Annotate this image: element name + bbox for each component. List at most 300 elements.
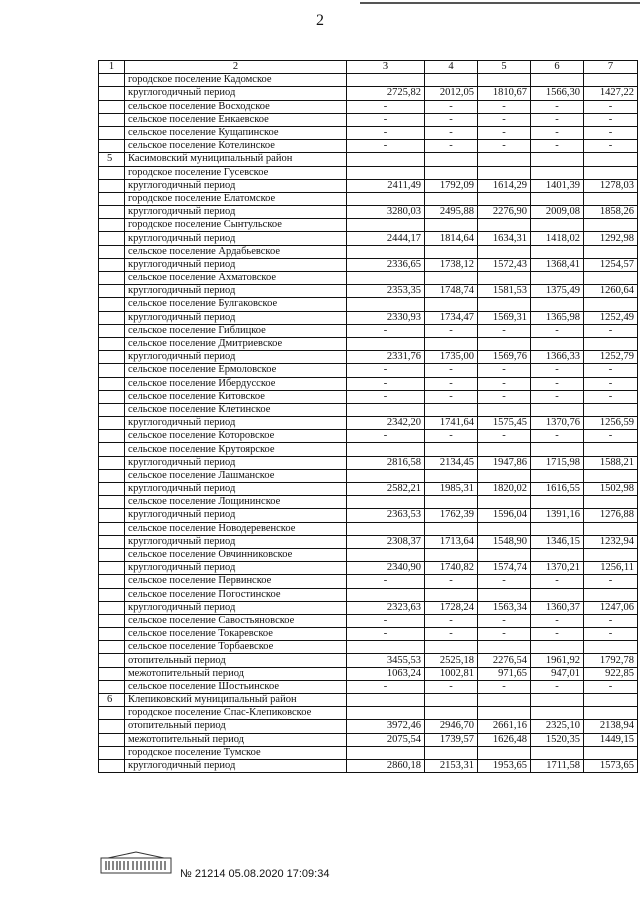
value-cell [584,153,638,166]
table-row [99,324,638,337]
value-cell: 1449,15 [584,733,638,746]
value-cell: 2331,76 [347,351,425,364]
value-cell: - [478,377,531,390]
value-cell: - [584,430,638,443]
row-name-cell: круглогодичный период [125,509,347,522]
row-name-cell: сельское поселение Ахматовское [125,272,347,285]
value-cell: - [478,100,531,113]
value-cell: 1581,53 [478,285,531,298]
value-cell [347,694,425,707]
value-cell [478,641,531,654]
value-cell: - [425,628,478,641]
value-cell [531,694,584,707]
value-cell: 1368,41 [531,258,584,271]
value-cell: 1256,59 [584,417,638,430]
value-cell: 1810,67 [478,87,531,100]
row-number-cell [99,759,125,772]
value-cell [531,641,584,654]
value-cell: - [425,575,478,588]
row-name-cell: городское поселение Елатомское [125,192,347,205]
value-cell: 1260,64 [584,285,638,298]
value-cell: - [347,680,425,693]
value-cell [584,588,638,601]
table-row [99,720,638,733]
value-cell [478,219,531,232]
value-cell: 2444,17 [347,232,425,245]
row-number-cell [99,179,125,192]
value-cell [425,588,478,601]
value-cell: - [531,364,584,377]
value-cell [584,548,638,561]
row-number-cell [99,298,125,311]
value-cell: 1858,26 [584,206,638,219]
table-row [99,298,638,311]
value-cell: 2582,21 [347,483,425,496]
value-cell [531,166,584,179]
row-name-cell: круглогодичный период [125,456,347,469]
row-name-cell: круглогодичный период [125,759,347,772]
row-number-cell [99,206,125,219]
value-cell: 1715,98 [531,456,584,469]
table-row [99,654,638,667]
header-cell: 2 [125,61,347,74]
value-cell: 2342,20 [347,417,425,430]
value-cell: 1232,94 [584,535,638,548]
value-cell: 1520,35 [531,733,584,746]
value-cell: 2946,70 [425,720,478,733]
value-cell: 971,65 [478,667,531,680]
value-cell [347,443,425,456]
value-cell [478,548,531,561]
row-number-cell [99,707,125,720]
value-cell: 1370,21 [531,562,584,575]
value-cell [347,496,425,509]
value-cell [425,272,478,285]
value-cell: - [478,575,531,588]
table-row [99,337,638,350]
value-cell: - [425,430,478,443]
value-cell: 1740,82 [425,562,478,575]
row-number-cell [99,535,125,548]
row-name-cell: сельское поселение Котелинское [125,140,347,153]
value-cell: 1711,58 [531,759,584,772]
value-cell [347,298,425,311]
value-cell [478,469,531,482]
table-row [99,179,638,192]
value-cell: 1569,31 [478,311,531,324]
table-row [99,522,638,535]
value-cell [531,298,584,311]
value-cell: - [425,614,478,627]
row-name-cell: сельское поселение Кущапинское [125,126,347,139]
value-cell: - [347,100,425,113]
value-cell [478,74,531,87]
value-cell: 2661,16 [478,720,531,733]
value-cell: 1953,65 [478,759,531,772]
row-number-cell [99,245,125,258]
row-name-cell: сельское поселение Лашманское [125,469,347,482]
value-cell: 1626,48 [478,733,531,746]
table-row [99,285,638,298]
value-cell: - [531,680,584,693]
row-number-cell [99,496,125,509]
value-cell: 1734,47 [425,311,478,324]
value-cell: 1762,39 [425,509,478,522]
row-name-cell: сельское поселение Которовское [125,430,347,443]
value-cell: 1572,43 [478,258,531,271]
row-number-cell [99,483,125,496]
value-cell [584,694,638,707]
row-number-cell [99,654,125,667]
table-row [99,483,638,496]
row-number-cell [99,87,125,100]
value-cell: - [584,628,638,641]
value-cell [531,219,584,232]
value-cell [478,403,531,416]
table-row [99,694,638,707]
value-cell: 2353,35 [347,285,425,298]
table-row [99,746,638,759]
value-cell: 1365,98 [531,311,584,324]
value-cell: 1370,76 [531,417,584,430]
value-cell [584,74,638,87]
row-name-cell: сельское поселение Овчинниковское [125,548,347,561]
value-cell [584,469,638,482]
value-cell [425,74,478,87]
value-cell: - [584,575,638,588]
value-cell: - [478,390,531,403]
value-cell [347,337,425,350]
value-cell: 2323,63 [347,601,425,614]
row-number-cell [99,403,125,416]
value-cell: - [531,390,584,403]
table-row [99,364,638,377]
value-cell: 1375,49 [531,285,584,298]
value-cell [584,166,638,179]
row-number-cell [99,74,125,87]
header-cell: 1 [99,61,125,74]
value-cell: 2325,10 [531,720,584,733]
row-number-cell [99,548,125,561]
row-number-cell [99,443,125,456]
row-name-cell: круглогодичный период [125,232,347,245]
value-cell: 1502,98 [584,483,638,496]
value-cell: - [347,628,425,641]
value-cell: 1276,88 [584,509,638,522]
value-cell: - [584,113,638,126]
table-row [99,733,638,746]
value-cell [478,166,531,179]
value-cell [425,166,478,179]
value-cell: - [478,628,531,641]
table-row [99,509,638,522]
header-cell: 6 [531,61,584,74]
value-cell [478,588,531,601]
row-number-cell [99,166,125,179]
value-cell [478,298,531,311]
table-row [99,601,638,614]
row-number-cell [99,588,125,601]
value-cell [531,153,584,166]
row-number-cell [99,562,125,575]
value-cell: - [584,364,638,377]
table-row [99,377,638,390]
value-cell [478,707,531,720]
value-cell: 1563,34 [478,601,531,614]
value-cell: 1278,03 [584,179,638,192]
value-cell [347,403,425,416]
row-name-cell: сельское поселение Енкаевское [125,113,347,126]
value-cell [584,641,638,654]
row-name-cell: круглогодичный период [125,285,347,298]
table-row [99,311,638,324]
value-cell: 2495,88 [425,206,478,219]
value-cell [478,522,531,535]
value-cell: 1735,00 [425,351,478,364]
value-cell: - [584,140,638,153]
value-cell [478,272,531,285]
value-cell [478,245,531,258]
row-name-cell: сельское поселение Восходское [125,100,347,113]
value-cell: 2138,94 [584,720,638,733]
value-cell: - [425,377,478,390]
row-number-cell [99,430,125,443]
value-cell: - [425,390,478,403]
row-name-cell: круглогодичный период [125,417,347,430]
table-row [99,245,638,258]
value-cell [531,403,584,416]
value-cell: 1254,57 [584,258,638,271]
value-cell: - [531,100,584,113]
value-cell [531,443,584,456]
value-cell: 2816,58 [347,456,425,469]
value-cell: 2308,37 [347,535,425,548]
value-cell [347,245,425,258]
value-cell: - [347,126,425,139]
value-cell [425,694,478,707]
row-number-cell [99,417,125,430]
value-cell: 1346,15 [531,535,584,548]
value-cell: 2134,45 [425,456,478,469]
row-number-cell [99,628,125,641]
value-cell [425,337,478,350]
row-number-cell [99,232,125,245]
value-cell [531,548,584,561]
table-row [99,74,638,87]
value-cell: 1728,24 [425,601,478,614]
value-cell: - [478,113,531,126]
value-cell: 1256,11 [584,562,638,575]
value-cell: - [478,430,531,443]
row-name-cell: сельское поселение Дмитриевское [125,337,347,350]
value-cell: 2411,49 [347,179,425,192]
value-cell [531,496,584,509]
value-cell: - [531,140,584,153]
value-cell [425,746,478,759]
value-cell: - [531,430,584,443]
row-name-cell: межотопительный период [125,733,347,746]
row-number-cell: 5 [99,153,125,166]
row-number-cell: 6 [99,694,125,707]
value-cell [531,192,584,205]
value-cell: 1814,64 [425,232,478,245]
value-cell [584,298,638,311]
value-cell: - [347,575,425,588]
row-name-cell: городское поселение Кадомское [125,74,347,87]
value-cell [531,245,584,258]
row-name-cell: Касимовский муниципальный район [125,153,347,166]
value-cell: - [531,614,584,627]
table-row [99,390,638,403]
value-cell: 2336,65 [347,258,425,271]
row-number-cell [99,456,125,469]
header-cell: 3 [347,61,425,74]
table-row [99,588,638,601]
row-name-cell: Клепиковский муниципальный район [125,694,347,707]
table-row [99,258,638,271]
table-row [99,575,638,588]
table-body [99,74,638,773]
value-cell: 2363,53 [347,509,425,522]
value-cell: - [478,614,531,627]
row-number-cell [99,377,125,390]
value-cell [347,219,425,232]
value-cell [584,496,638,509]
value-cell: 2525,18 [425,654,478,667]
row-name-cell: сельское поселение Шостьинское [125,680,347,693]
row-name-cell: круглогодичный период [125,562,347,575]
value-cell: 1063,24 [347,667,425,680]
value-cell: 2330,93 [347,311,425,324]
row-name-cell: сельское поселение Савостьяновское [125,614,347,627]
value-cell: 3455,53 [347,654,425,667]
row-number-cell [99,614,125,627]
value-cell [531,337,584,350]
row-number-cell [99,126,125,139]
table-row [99,667,638,680]
table-row [99,192,638,205]
value-cell: - [425,324,478,337]
table-row [99,403,638,416]
value-cell [531,74,584,87]
value-cell: 1961,92 [531,654,584,667]
row-number-cell [99,641,125,654]
barcode-stamp-icon [100,850,172,874]
value-cell [584,337,638,350]
value-cell: 1360,37 [531,601,584,614]
row-name-cell: круглогодичный период [125,535,347,548]
row-number-cell [99,522,125,535]
table-row [99,456,638,469]
value-cell: - [425,364,478,377]
value-cell: 1739,57 [425,733,478,746]
value-cell: 1616,55 [531,483,584,496]
row-name-cell: городское поселение Спас-Клепиковское [125,707,347,720]
row-number-cell [99,746,125,759]
row-number-cell [99,575,125,588]
row-name-cell: круглогодичный период [125,87,347,100]
table-row [99,707,638,720]
value-cell: 2725,82 [347,87,425,100]
value-cell: - [584,126,638,139]
value-cell: 1614,29 [478,179,531,192]
value-cell: 2075,54 [347,733,425,746]
table-row [99,430,638,443]
value-cell [347,548,425,561]
value-cell: - [584,100,638,113]
value-cell: 2276,54 [478,654,531,667]
value-cell: - [584,324,638,337]
row-name-cell: городское поселение Гусевское [125,166,347,179]
value-cell [584,403,638,416]
table-row [99,126,638,139]
table-row [99,417,638,430]
value-cell [425,522,478,535]
header-cell: 4 [425,61,478,74]
value-cell: 1596,04 [478,509,531,522]
value-cell [584,192,638,205]
table-row [99,443,638,456]
value-cell: - [478,126,531,139]
value-cell: 922,85 [584,667,638,680]
value-cell: - [584,614,638,627]
value-cell [347,74,425,87]
table-row [99,272,638,285]
value-cell [425,496,478,509]
value-cell [478,496,531,509]
value-cell: 1713,64 [425,535,478,548]
table-row [99,100,638,113]
value-cell [425,245,478,258]
value-cell: 947,01 [531,667,584,680]
value-cell [347,469,425,482]
table-row [99,140,638,153]
value-cell: - [531,126,584,139]
row-name-cell: круглогодичный период [125,179,347,192]
table-row [99,206,638,219]
table-row [99,759,638,772]
row-number-cell [99,469,125,482]
row-name-cell: круглогодичный период [125,601,347,614]
row-number-cell [99,219,125,232]
value-cell: - [531,324,584,337]
table-row [99,219,638,232]
value-cell [425,641,478,654]
value-cell [347,153,425,166]
value-cell [478,192,531,205]
value-cell: 1391,16 [531,509,584,522]
value-cell: 1985,31 [425,483,478,496]
value-cell [531,588,584,601]
row-name-cell: межотопительный период [125,667,347,680]
row-name-cell: сельское поселение Китовское [125,390,347,403]
value-cell [425,153,478,166]
value-cell: 1292,98 [584,232,638,245]
table-row [99,166,638,179]
value-cell: 1548,90 [478,535,531,548]
table-row [99,562,638,575]
row-name-cell: круглогодичный период [125,258,347,271]
value-cell [347,522,425,535]
row-number-cell [99,733,125,746]
value-cell: 1418,02 [531,232,584,245]
value-cell [478,694,531,707]
table-row [99,87,638,100]
row-name-cell: сельское поселение Лощининское [125,496,347,509]
value-cell: 1634,31 [478,232,531,245]
scan-edge-line [360,2,640,4]
value-cell: 2153,31 [425,759,478,772]
